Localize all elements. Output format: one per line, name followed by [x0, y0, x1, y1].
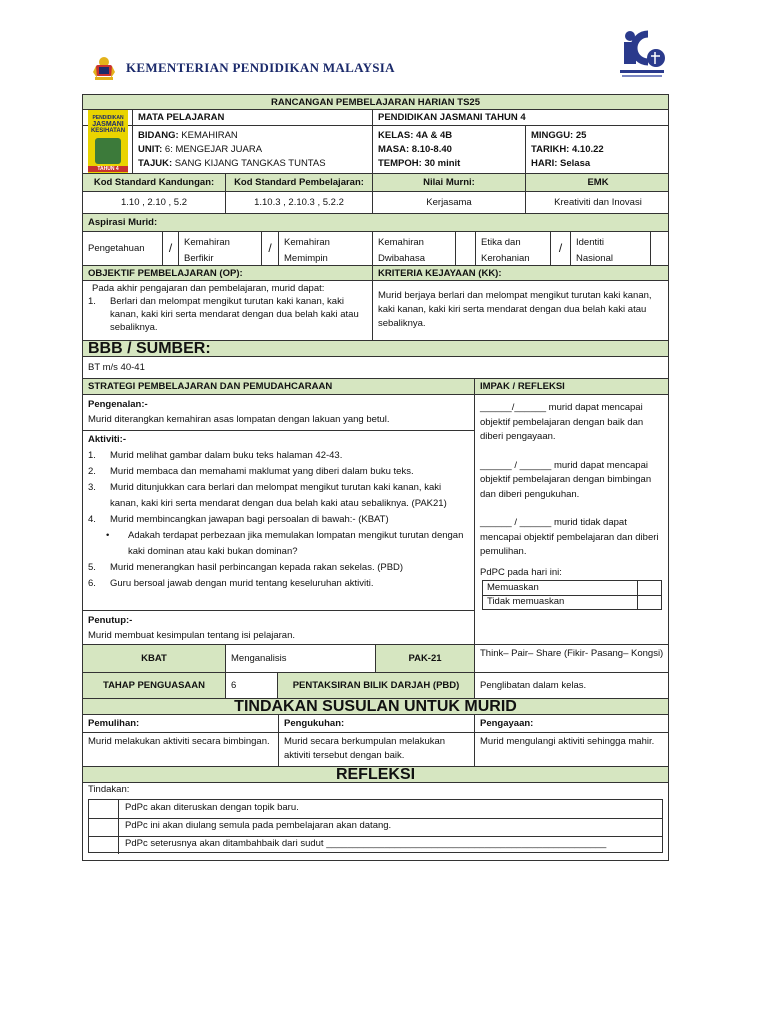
aktiviti-label: Aktiviti:- [88, 434, 126, 445]
op-number: 1. [88, 296, 96, 307]
tidak-memuaskan-checkbox[interactable] [634, 596, 661, 609]
aspirasi-dwibahasa-1: Kemahiran [378, 237, 424, 248]
bbb-label: BBB / SUMBER: [82, 341, 669, 357]
aspirasi-label: Aspirasi Murid: [82, 214, 669, 232]
impak-pemulihan: ______ / ______ murid tidak dapat mencapai objektif pembelajaran dan diberi pemulihan. [480, 517, 659, 557]
tajuk-value: SANG KIJANG TANGKAS TUNTAS [172, 158, 326, 169]
aspirasi-mark-3: / [551, 232, 571, 265]
aspirasi-kemahiran-berfikir-1: Kemahiran [184, 237, 230, 248]
refleksi-checkbox-3[interactable] [89, 836, 119, 854]
aktiviti-item: 1. Murid melihat gambar dalam buku teks halaman 42-43. [88, 450, 343, 461]
masa-value: 8.10-8.40 [409, 144, 452, 155]
ksp-value: 1.10.3 , 2.10.3 , 5.2.2 [226, 192, 373, 213]
aktiviti-bullet-item: • Adakah terdapat perbezaan jika memulakan lompatan mengikut turutan dengan kaki dominan atau kaki bukan dominan? [106, 530, 464, 557]
refleksi-checkbox-1[interactable] [89, 800, 119, 818]
bidang-value: KEMAHIRAN [178, 130, 238, 141]
aspirasi-identiti-1: Identiti [576, 237, 604, 248]
subject-label: MATA PELAJARAN [133, 110, 373, 125]
penutup-text: Murid membuat kesimpulan tentang isi pelajaran. [88, 630, 295, 641]
coat-of-arms-icon [90, 54, 118, 82]
textbook-cover-image: PENDIDIKAN JASMANI KESIHATAN TAHUN 4 [88, 110, 128, 182]
tindakan-susulan-label: TINDAKAN SUSULAN UNTUK MURID [82, 699, 669, 715]
pak21-label: PAK-21 [376, 645, 475, 672]
emk-label: EMK [587, 177, 609, 188]
memuaskan-checkbox[interactable] [634, 581, 661, 595]
aktiviti-item: 4. Murid membincangkan jawapan bagi persoalan di bawah:- (KBAT) [88, 514, 389, 525]
aspirasi-etika-2: Kerohanian [481, 253, 530, 264]
impak-baik: ______/______ murid dapat mencapai objektif pembelajaran dengan baik dan diberi pengayaan. [480, 402, 644, 442]
ksk-label: Kod Standard Kandungan: [83, 174, 226, 191]
refleksi-checkbox-2[interactable] [89, 818, 119, 836]
aspirasi-kemahiran-memimpin-1: Kemahiran [284, 237, 330, 248]
tahap-label: TAHAP PENGUASAAN [83, 673, 226, 698]
emk-value: Kreativiti dan Inovasi [554, 197, 642, 208]
pak21-value: Think– Pair– Share (Fikir- Pasang– Kongsi) [480, 648, 664, 659]
strategi-label: STRATEGI PEMBELAJARAN DAN PEMUDAHCARAAN [83, 379, 475, 394]
kk-text: Murid berjaya berlari dan melompat mengikut turutan kaki kanan, kaki kanan, kaki kiri serta mendarat dengan dua belah kaki atau sebaliknya. [378, 290, 652, 329]
pbd-value: Penglibatan dalam kelas. [480, 680, 587, 691]
kbat-label: KBAT [83, 645, 226, 672]
refleksi-item-1: PdPc akan diteruskan dengan topik baru. [125, 802, 299, 813]
ministry-title: KEMENTERIAN PENDIDIKAN MALAYSIA [126, 60, 395, 75]
pengukuhan-text: Murid secara berkumpulan melakukan aktiviti tersebut dengan baik. [279, 733, 475, 766]
pemulihan-text: Murid melakukan aktiviti secara bimbingan. [83, 733, 279, 766]
aspirasi-pengetahuan: Pengetahuan [83, 232, 163, 265]
aktiviti-item: 3. Murid ditunjukkan cara berlari dan melompat mengikut turutan kaki kanan, kaki kanan, kaki kiri serta mendarat dengan dua belah kaki atau sebaliknya. (PAK21) [88, 482, 447, 509]
ts25-logo-icon [618, 28, 666, 82]
tidak-memuaskan-option: Tidak memuaskan [483, 595, 638, 609]
aspirasi-etika-1: Etika dan [481, 237, 521, 248]
aspirasi-kemahiran-berfikir-2: Berfikir [184, 253, 214, 264]
memuaskan-option: Memuaskan [483, 581, 638, 596]
aktiviti-item: 6. Guru bersoal jawab dengan murid tentang keseluruhan aktiviti. [88, 578, 374, 589]
pengenalan-label: Pengenalan:- [88, 399, 148, 410]
unit-value: 6: MENGEJAR JUARA [162, 144, 263, 155]
pengayaan-label: Pengayaan: [480, 718, 534, 729]
kelas-label: KELAS: [378, 130, 414, 141]
kelas-value: 4A & 4B [413, 130, 453, 141]
tahap-value: 6 [226, 673, 278, 698]
tarikh-value: 4.10.22 [569, 144, 604, 155]
aspirasi-dwibahasa-2: Dwibahasa [378, 253, 425, 264]
tarikh-label: TARIKH: [531, 144, 570, 155]
minggu-value: 25 [573, 130, 587, 141]
op-label: OBJEKTIF PEMBELAJARAN (OP): [83, 266, 373, 280]
unit-label: UNIT: [138, 144, 163, 155]
penutup-label: Penutup:- [88, 615, 133, 626]
impak-label: IMPAK / REFLEKSI [480, 381, 565, 392]
pengukuhan-label: Pengukuhan: [279, 715, 475, 732]
pemulihan-label: Pemulihan: [83, 715, 279, 732]
aktiviti-item: 2. Murid membaca dan memahami maklumat yang diberi dalam buku teks. [88, 466, 414, 477]
bbb-value: BT m/s 40-41 [82, 357, 669, 379]
nilai-label: Nilai Murni: [373, 174, 526, 191]
tempoh-label: TEMPOH: [378, 158, 422, 169]
refleksi-label: REFLEKSI [82, 767, 669, 783]
pengenalan-text: Murid diterangkan kemahiran asas lompatan dengan lakuan yang betul. [88, 414, 390, 425]
pengayaan-text: Murid mengulangi aktiviti sehingga mahir. [480, 736, 655, 747]
tempoh-value: 30 minit [421, 158, 461, 169]
aspirasi-identiti-2: Nasional [576, 253, 613, 264]
impak-bimbingan: ______ / ______ murid dapat mencapai objektif pembelajaran dengan bimbingan dan diberi pengukuhan. [480, 459, 652, 500]
lesson-plan-title: RANCANGAN PEMBELAJARAN HARIAN TS25 [82, 94, 669, 110]
op-intro: Pada akhir pengajaran dan pembelajaran, murid dapat: [92, 283, 325, 294]
aktiviti-item: 5. Murid menerangkan hasil perbincangan kepada rakan sekelas. (PBD) [88, 562, 404, 573]
ksk-value: 1.10 , 2.10 , 5.2 [83, 192, 226, 213]
subject-value: PENDIDIKAN JASMANI TAHUN 4 [378, 112, 526, 123]
kbat-value: Menganalisis [226, 645, 376, 672]
op-item: Berlari dan melompat mengikut turutan kaki kanan, kaki kanan, kaki kiri serta mendarat dengan dua belah kaki atau sebaliknya. [110, 296, 359, 333]
aspirasi-mark-1: / [163, 232, 179, 265]
masa-label: MASA: [378, 144, 410, 155]
nilai-value: Kerjasama [373, 192, 526, 213]
kk-label: KRITERIA KEJAYAAN (KK): [378, 267, 502, 279]
aspirasi-kemahiran-memimpin-2: Memimpin [284, 253, 328, 264]
aspirasi-mark-2: / [262, 232, 279, 265]
ksp-label: Kod Standard Pembelajaran: [226, 174, 373, 191]
refleksi-item-2: PdPc ini akan diulang semula pada pembelajaran akan datang. [125, 820, 392, 831]
hari-label: HARI: [531, 158, 558, 169]
refleksi-item-3: PdPc seterusnya akan ditambahbaik dari sudut _____________________________________________________ [125, 838, 607, 849]
bidang-label: BIDANG: [138, 130, 179, 141]
tindakan-label: Tindakan: [88, 784, 130, 795]
tajuk-label: TAJUK: [138, 158, 173, 169]
pdpc-hari-ini: PdPC pada hari ini: [480, 566, 562, 578]
pbd-label: PENTAKSIRAN BILIK DARJAH (PBD) [278, 673, 475, 698]
minggu-label: MINGGU: [531, 130, 574, 141]
hari-value: Selasa [557, 158, 591, 169]
